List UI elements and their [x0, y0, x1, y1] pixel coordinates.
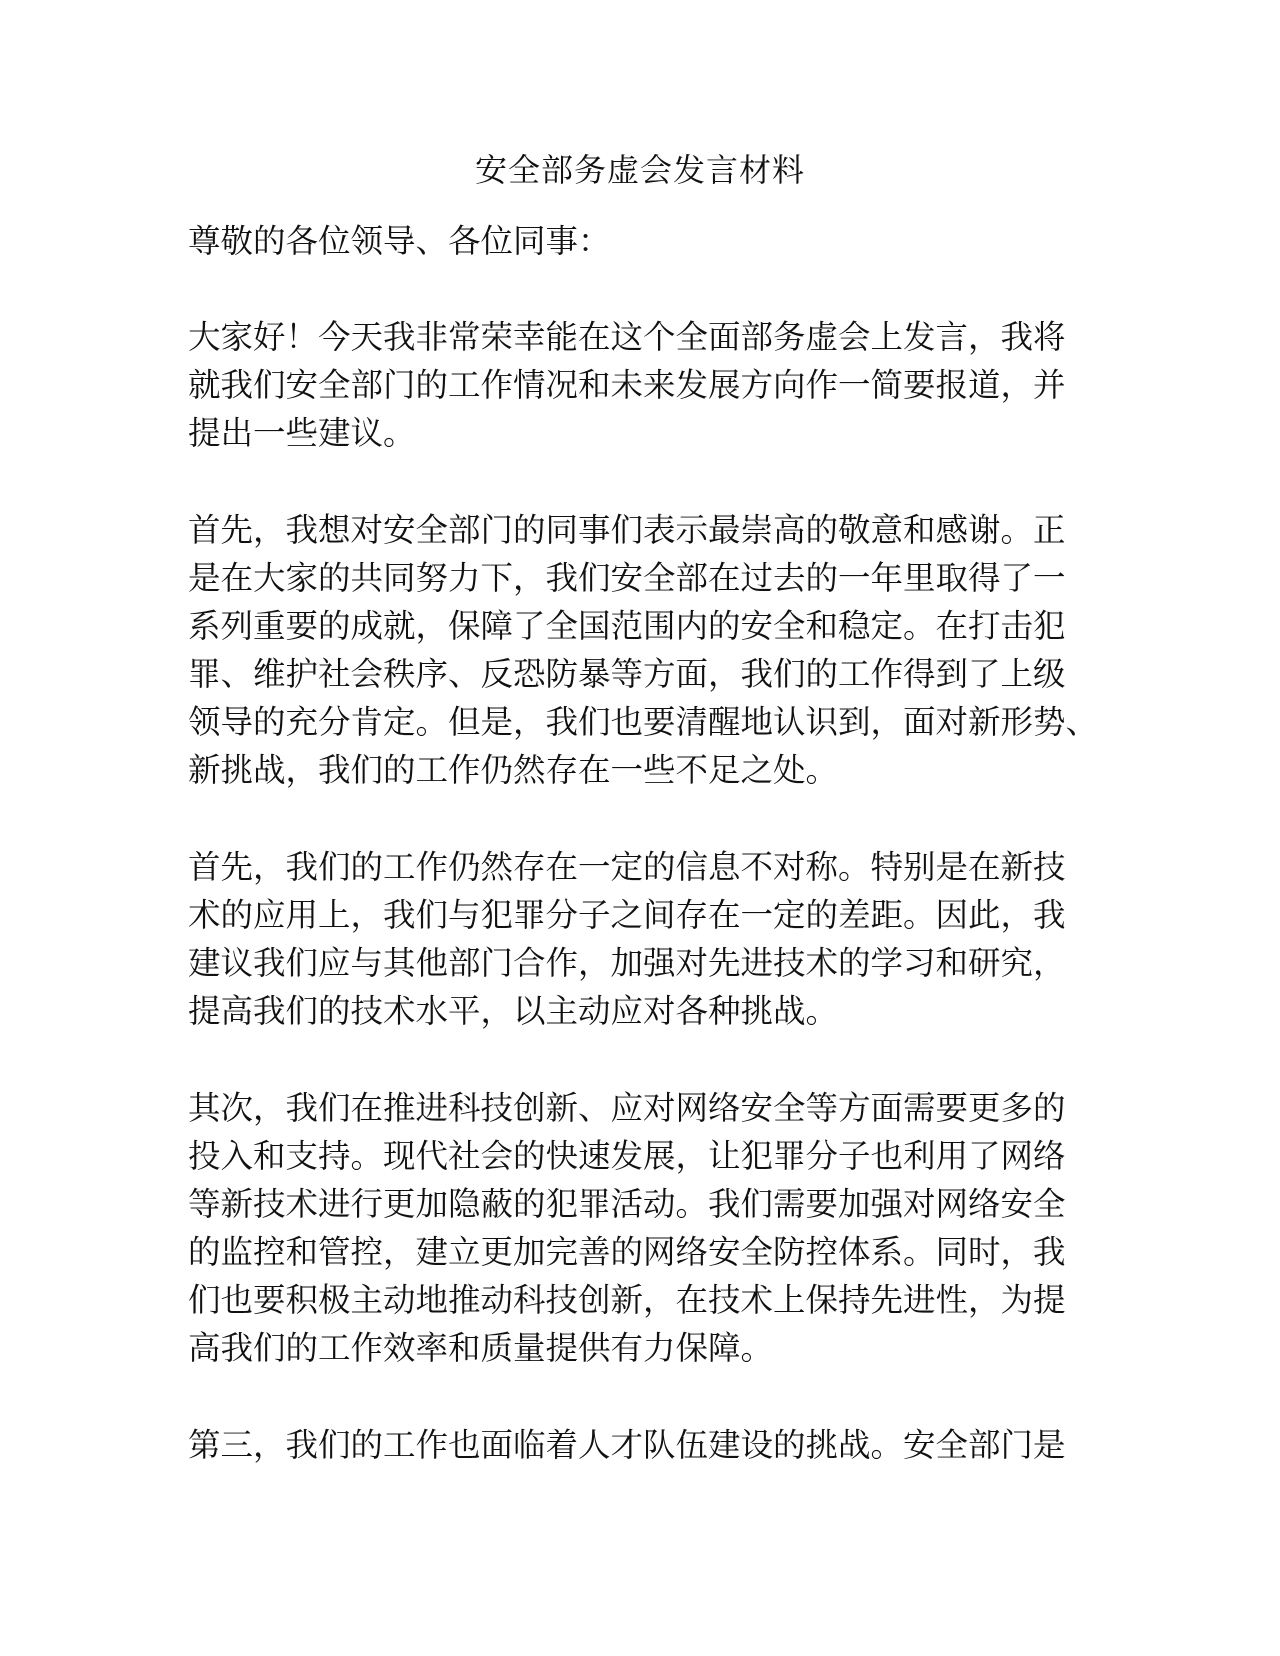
paragraph-line: 第三，我们的工作也面临着人才队伍建设的挑战。安全部门是	[188, 1426, 1066, 1464]
paragraph-line: 系列重要的成就，保障了全国范围内的安全和稳定。在打击犯	[188, 607, 1066, 645]
paragraph-line: 提出一些建议。	[188, 414, 416, 452]
paragraph-line: 术的应用上，我们与犯罪分子之间存在一定的差距。因此，我	[188, 896, 1066, 934]
paragraph-line: 等新技术进行更加隐蔽的犯罪活动。我们需要加强对网络安全	[188, 1185, 1066, 1223]
salutation	[188, 217, 1108, 265]
paragraph-line: 高我们的工作效率和质量提供有力保障。	[188, 1329, 774, 1367]
paragraph-line: 建议我们应与其他部门合作，加强对先进技术的学习和研究，	[188, 944, 1066, 982]
paragraph-line: 首先，我们的工作仍然存在一定的信息不对称。特别是在新技	[188, 848, 1066, 886]
paragraph-line: 大家好！今天我非常荣幸能在这个全面部务虚会上发言，我将	[188, 318, 1066, 356]
paragraph-line: 就我们安全部门的工作情况和未来发展方向作一简要报道，并	[188, 366, 1066, 404]
paragraph-line: 新挑战，我们的工作仍然存在一些不足之处。	[188, 751, 839, 789]
paragraph-3	[188, 843, 1108, 1035]
paragraph-5	[188, 1421, 1108, 1469]
paragraph-2	[188, 506, 1108, 794]
paragraph-line: 罪、维护社会秩序、反恐防暴等方面，我们的工作得到了上级	[188, 655, 1066, 693]
paragraph-1	[188, 313, 1108, 457]
paragraph-line: 其次，我们在推进科技创新、应对网络安全等方面需要更多的	[188, 1089, 1066, 1127]
paragraph-line: 领导的充分肯定。但是，我们也要清醒地认识到，面对新形势、	[188, 703, 1099, 741]
paragraph-line: 首先，我想对安全部门的同事们表示最崇高的敬意和感谢。正	[188, 511, 1066, 549]
paragraph-line: 投入和支持。现代社会的快速发展，让犯罪分子也利用了网络	[188, 1137, 1066, 1175]
paragraph-line: 的监控和管控，建立更加完善的网络安全防控体系。同时，我	[188, 1233, 1066, 1271]
paragraph-4	[188, 1084, 1108, 1372]
document-title: 安全部务虚会发言材料	[474, 151, 805, 189]
paragraph-line: 提高我们的技术水平，以主动应对各种挑战。	[188, 992, 839, 1030]
salutation-line: 尊敬的各位领导、各位同事：	[188, 222, 611, 260]
paragraph-line: 是在大家的共同努力下，我们安全部在过去的一年里取得了一	[188, 559, 1066, 597]
paragraph-line: 们也要积极主动地推动科技创新，在技术上保持先进性，为提	[188, 1281, 1066, 1319]
